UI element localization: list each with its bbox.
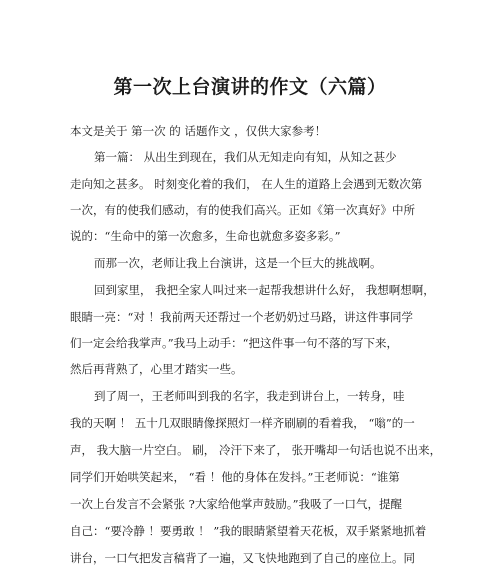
paragraph-line: 声， 我大脑一片空白。 刷， 冷汗下来了， 张开嘴却一句话也说不出来， bbox=[70, 443, 442, 457]
document-title: 第一次上台演讲的作文（六篇） bbox=[113, 76, 387, 98]
paragraph-line: 到了周一，王老师叫到我的名字，我走到讲台上，一转身，哇 bbox=[94, 389, 405, 403]
paragraph-line: 自己：“要冷静 ！要勇敢 ！ ”我的眼睛紧望着天花板，双手紧紧地抓着 bbox=[70, 524, 427, 538]
paragraph-line: 回到家里， 我把全家人叫过来一起帮我想讲什么好， 我想啊想啊， bbox=[94, 283, 435, 297]
paragraph-line: 第一篇： 从出生到现在，我们从无知走向有知，从知之甚少 bbox=[94, 150, 397, 164]
paragraph-line: 本文是关于 第一次 的 话题作文 ，仅供大家参考！ bbox=[70, 124, 327, 138]
paragraph-line: 一次上台发言不会紧张 ?大家给他掌声鼓励。”我吸了一口气，提醒 bbox=[70, 497, 402, 511]
paragraph-line: 们一定会给我掌声。”我马上动手：“把这件事一句不落的写下来， bbox=[70, 336, 399, 350]
paragraph-line: 讲台，一口气把发言稿背了一遍，又飞快地跑到了自己的座位上。同 bbox=[70, 551, 415, 565]
paragraph-line: 同学们开始哄笑起来， “看 ！他的身体在发抖。”王老师说：“谁第 bbox=[70, 470, 400, 484]
paragraph-line: 而那一次，老师让我上台演讲，这是一个巨大的挑战啊。 bbox=[94, 256, 382, 270]
paragraph-line: 然后再背熟了，心里才踏实一些。 bbox=[70, 362, 243, 376]
paragraph-line: 眼睛一亮：“对 ！我前两天还帮过一个老奶奶过马路，讲这件事同学 bbox=[70, 310, 414, 324]
paragraph-line: 说的：“生命中的第一次愈多，生命也就愈多姿多彩。” bbox=[70, 229, 341, 243]
paragraph-line: 走向知之甚多。 时刻变化着的我们， 在人生的道路上会遇到无数次第 bbox=[70, 177, 423, 191]
paragraph-line: 我的天啊 ！ 五十几双眼睛像探照灯一样齐刷刷的看着我， “嗡”的一 bbox=[70, 416, 415, 430]
paragraph-line: 一次，有的使我们感动，有的使我们高兴。正如《第一次真好》中所 bbox=[70, 203, 415, 217]
